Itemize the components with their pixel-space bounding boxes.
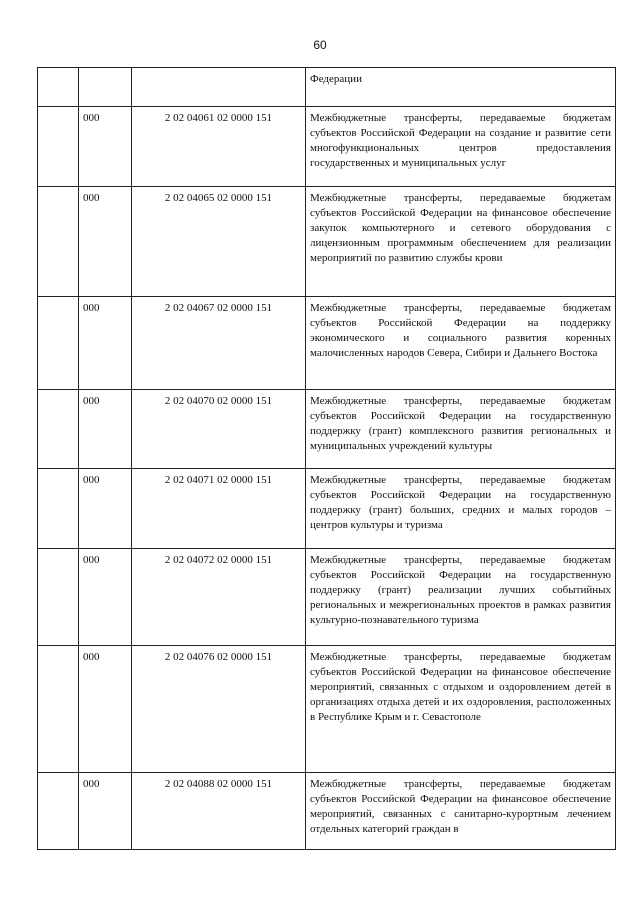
table-row (38, 646, 616, 773)
budget-code-cell: 2 02 04067 02 0000 151 (132, 297, 306, 390)
name-cell: Межбюджетные трансферты, передаваемые бюджетам субъектов Российской Федерации на финансовое обеспечение закупок компьютерного и сетевого оборудования с лицензионным программным обеспечением для реализации мероприятий по развитию службы крови (306, 187, 616, 297)
table-row (38, 773, 616, 850)
budget-code-cell: 2 02 04076 02 0000 151 (132, 646, 306, 773)
name-cell: Межбюджетные трансферты, передаваемые бюджетам субъектов Российской Федерации на государственную поддержку (грант) больших, средних и малых городов – центров культуры и туризма (306, 469, 616, 549)
blank-cell (38, 107, 79, 187)
budget-code-cell: 2 02 04072 02 0000 151 (132, 549, 306, 646)
admin-code-cell (79, 68, 132, 107)
table-row (38, 390, 616, 469)
blank-cell (38, 646, 79, 773)
admin-code-cell: 000 (79, 187, 132, 297)
table-row (38, 297, 616, 390)
blank-cell (38, 187, 79, 297)
page-number: 60 (313, 38, 327, 52)
name-cell: Межбюджетные трансферты, передаваемые бюджетам субъектов Российской Федерации на поддержку экономического и социального развития коренных малочисленных народов Севера, Сибири и Дальнего Востока (306, 297, 616, 390)
name-cell: Межбюджетные трансферты, передаваемые бюджетам субъектов Российской Федерации на государственную поддержку (грант) реализации лучших событийных региональных и межрегиональных проектов в рамках развития культурно-познавательного туризма (306, 549, 616, 646)
blank-cell (38, 297, 79, 390)
budget-code-cell: 2 02 04088 02 0000 151 (132, 773, 306, 850)
name-cell: Межбюджетные трансферты, передаваемые бюджетам субъектов Российской Федерации на государственную поддержку (грант) комплексного развития региональных и муниципальных учреждений культуры (306, 390, 616, 469)
table-row (38, 187, 616, 297)
blank-cell (38, 68, 79, 107)
table-row (38, 549, 616, 646)
admin-code-cell: 000 (79, 773, 132, 850)
table-row-continuation (38, 68, 616, 107)
name-cell: Межбюджетные трансферты, передаваемые бюджетам субъектов Российской Федерации на создание и развитие сети многофункциональных центров предоставления государственных и муниципальных услуг (306, 107, 616, 187)
budget-classification-table (37, 67, 616, 850)
budget-code-cell: 2 02 04070 02 0000 151 (132, 390, 306, 469)
blank-cell (38, 549, 79, 646)
name-cell: Федерации (306, 68, 616, 107)
admin-code-cell: 000 (79, 390, 132, 469)
admin-code-cell: 000 (79, 107, 132, 187)
admin-code-cell: 000 (79, 469, 132, 549)
table-row (38, 469, 616, 549)
budget-code-cell: 2 02 04061 02 0000 151 (132, 107, 306, 187)
admin-code-cell: 000 (79, 297, 132, 390)
blank-cell (38, 390, 79, 469)
budget-code-cell: 2 02 04065 02 0000 151 (132, 187, 306, 297)
budget-code-cell: 2 02 04071 02 0000 151 (132, 469, 306, 549)
admin-code-cell: 000 (79, 549, 132, 646)
name-cell: Межбюджетные трансферты, передаваемые бюджетам субъектов Российской Федерации на финансовое обеспечение мероприятий, связанных с санитарно-курортным лечением отдельных категорий граждан в (306, 773, 616, 850)
budget-code-cell (132, 68, 306, 107)
blank-cell (38, 469, 79, 549)
table-row (38, 107, 616, 187)
blank-cell (38, 773, 79, 850)
admin-code-cell: 000 (79, 646, 132, 773)
name-cell: Межбюджетные трансферты, передаваемые бюджетам субъектов Российской Федерации на финансовое обеспечение мероприятий, связанных с отдыхом и оздоровлением детей в организациях отдыха детей и их оздоровления, расположенных в Республике Крым и г. Севастополе (306, 646, 616, 773)
